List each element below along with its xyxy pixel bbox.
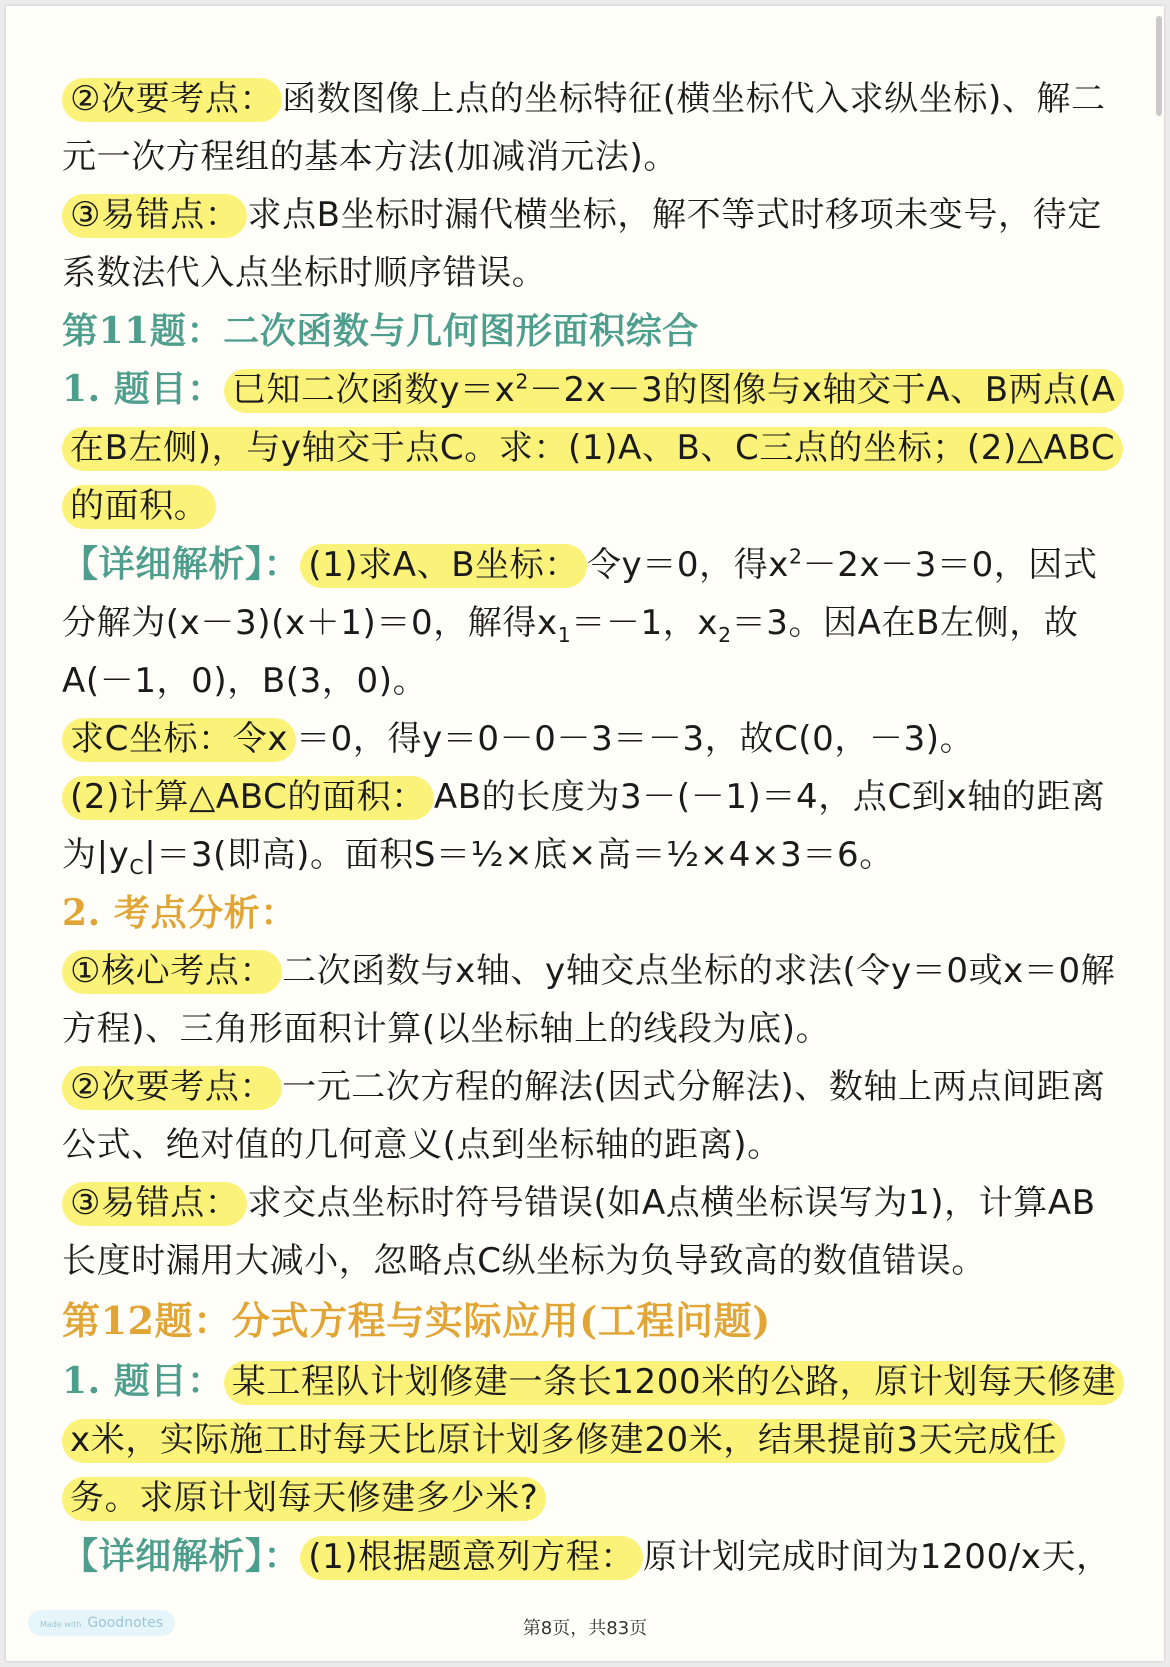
q11-c-coordinate xyxy=(62,710,1126,768)
q11-step1-part-d: ＝3。因A在B左侧，故A(－1，0)，B(3，0)。 xyxy=(62,603,1079,701)
q11-subject-label: 1. 题目： xyxy=(62,368,224,410)
page-content xyxy=(62,70,1126,1586)
q11-step1-label: (1)求A、B坐标： xyxy=(300,544,587,588)
q11-step1-part-a: 令y＝0，得x xyxy=(586,545,790,585)
q10-secondary-text: 函数图像上点的坐标特征(横坐标代入求纵坐标)、解二元一次方程组的基本方法(加减消元法)。 xyxy=(62,79,1106,177)
q11-step2 xyxy=(62,768,1126,884)
badge-brand: Goodnotes xyxy=(87,1615,164,1631)
q11-core-label: ①核心考点： xyxy=(62,950,282,994)
document-page xyxy=(6,6,1164,1661)
q11-step1-superscript: 2 xyxy=(789,544,803,569)
q11-heading: 第11题：二次函数与几何图形面积综合 xyxy=(62,310,699,352)
q11-subject xyxy=(62,360,1126,535)
q11-step1-part-b: －2x－3＝0，因式分解为(x－3)(x＋1)＝0，解得x xyxy=(62,545,1098,643)
q11-subject-part-b: －2x－3的图像与x轴交于A、B两点(A在B左侧)，与y轴交于点C。求：(1)A、B、C三点的坐标；(2)△ABC的面积。 xyxy=(70,370,1116,526)
q11-subject-superscript: 2 xyxy=(515,369,529,394)
q11-core-text: 二次函数与x轴、y轴交点坐标的求法(令y＝0或x＝0解方程)、三角形面积计算(以坐标轴上的线段为底)。 xyxy=(62,951,1116,1049)
q12-subject-label: 1. 题目： xyxy=(62,1360,224,1402)
q12-heading: 第12题：分式方程与实际应用(工程问题) xyxy=(62,1298,771,1343)
q11-step1-part-c: ＝－1，x xyxy=(571,603,719,643)
q10-error-point xyxy=(62,186,1126,302)
q10-secondary-label: ②次要考点： xyxy=(62,78,282,122)
badge-made-with: Made with xyxy=(40,1620,82,1629)
scrollbar[interactable] xyxy=(1156,16,1162,116)
q12-step1-label: (1)根据题意列方程： xyxy=(300,1536,643,1580)
q11-core-point xyxy=(62,942,1126,1058)
q10-secondary-point xyxy=(62,70,1126,186)
q11-step1 xyxy=(62,535,1126,710)
q11-analysis-label: 【详细解析】： xyxy=(62,543,301,585)
q11-c-label: 求C坐标：令x xyxy=(62,718,296,762)
q10-error-text: 求点B坐标时漏代横坐标，解不等式时移项未变号，待定系数法代入点坐标时顺序错误。 xyxy=(62,195,1102,293)
q11-secondary-label: ②次要考点： xyxy=(62,1066,282,1110)
q11-c-text: ＝0，得y＝0－0－3＝－3，故C(0，－3)。 xyxy=(296,719,975,759)
q11-secondary-text: 一元二次方程的解法(因式分解法)、数轴上两点间距离公式、绝对值的几何意义(点到坐标轴的距离)。 xyxy=(62,1067,1106,1165)
q12-analysis-label: 【详细解析】： xyxy=(62,1535,301,1577)
q11-step1-subscript-1: 1 xyxy=(557,622,572,647)
q11-error-text: 求交点坐标时符号错误(如A点横坐标误写为1)，计算AB长度时漏用大减小，忽略点C纵坐标为负导致高的数值错误。 xyxy=(62,1183,1096,1281)
q11-analysis-heading: 2. 考点分析： xyxy=(62,892,297,934)
page-footer: 第8页，共83页 xyxy=(522,1618,648,1639)
q11-subject-part-a: 已知二次函数y＝x xyxy=(231,370,516,410)
q11-step2-subscript: C xyxy=(129,854,145,879)
q12-step1 xyxy=(62,1527,1126,1586)
q11-step2-part-a: AB的长度为3－(－1)＝4，点C到x轴的距离为|y xyxy=(62,777,1106,875)
q12-subject xyxy=(62,1352,1126,1527)
q12-subject-text: 某工程队计划修建一条长1200米的公路，原计划每天修建x米，实际施工时每天比原计划多修建20米，结果提前3天完成任务。求原计划每天修建多少米? xyxy=(62,1361,1124,1521)
q10-error-label: ③易错点： xyxy=(62,194,247,238)
q11-step1-subscript-2: 2 xyxy=(718,622,732,647)
q11-step2-label: (2)计算△ABC的面积： xyxy=(62,776,434,820)
q11-error-point xyxy=(62,1174,1126,1290)
q11-error-label: ③易错点： xyxy=(62,1182,247,1226)
q11-step2-part-b: |＝3(即高)。面积S＝½×底×高＝½×4×3＝6。 xyxy=(144,835,894,875)
q12-step1-text: 原计划完成时间为1200/x天， xyxy=(642,1537,1111,1577)
q11-secondary-point xyxy=(62,1058,1126,1174)
